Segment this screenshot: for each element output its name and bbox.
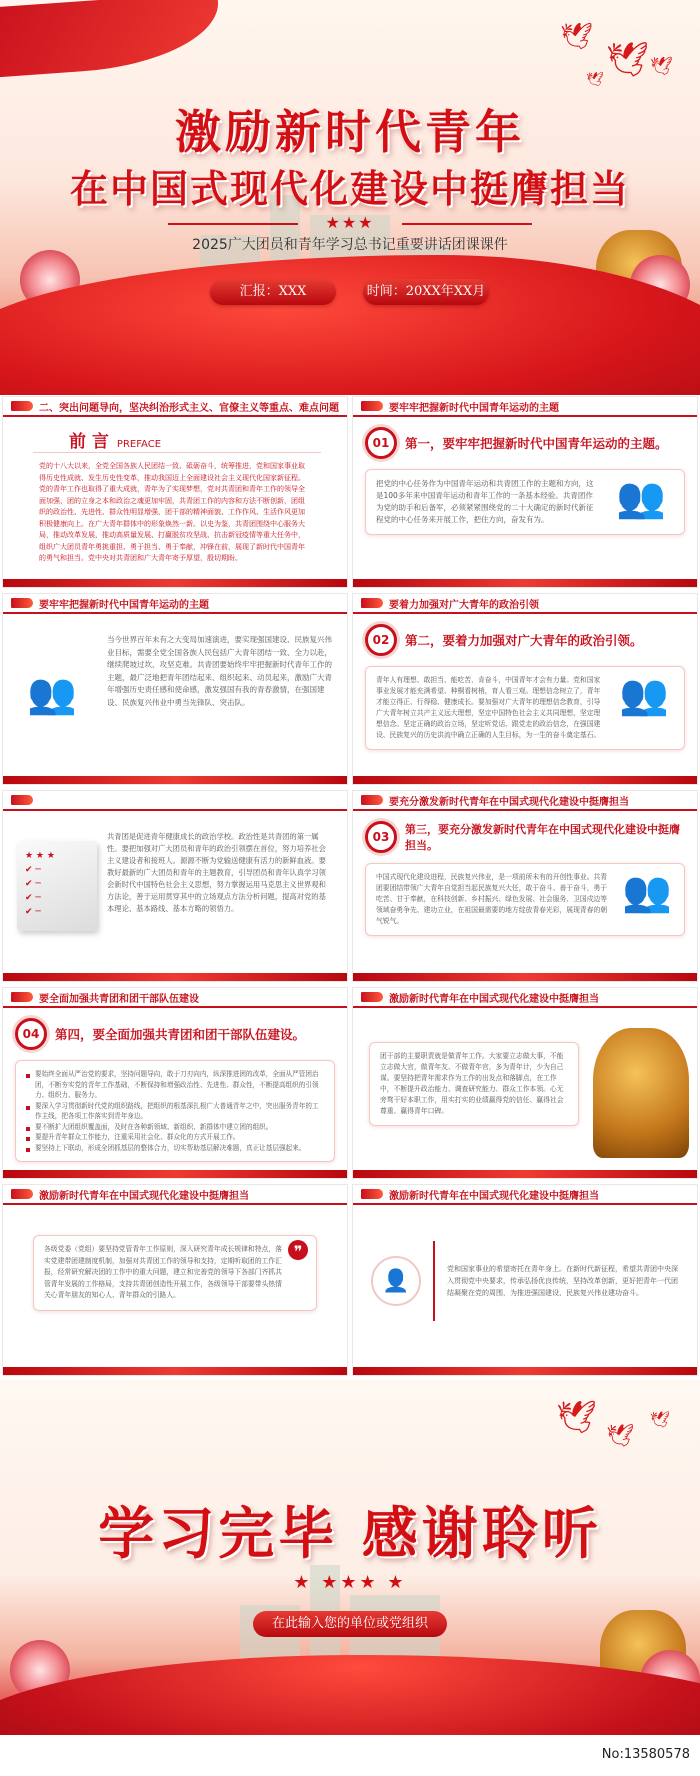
number-badge: 04 [15, 1018, 47, 1050]
header-marker-icon [11, 401, 33, 411]
vertical-divider [433, 1241, 435, 1321]
content-card [365, 863, 685, 936]
slide-header-text: 激励新时代青年在中国式现代化建设中挺膺担当 [389, 993, 599, 1005]
content-card [365, 666, 685, 750]
slide-header [3, 1185, 347, 1205]
point-heading [353, 614, 697, 660]
slide-header-text: 激励新时代青年在中国式现代化建设中挺膺担当 [39, 1190, 249, 1202]
slide-body: 当今世界百年未有之大变局加速演进，要实现强国建设、民族复兴伟业目标，需要全党全国各族人民包括广大青年团结一致、全力以赴，继续爬坡过坎、攻坚克难。共青团要始终牢牢把握新时代青年工作的主题，最广泛地把青年团结起来、组织起来、动员起来，激励广大青年增强历史责任感和使命感，激发强国有我的青春激情，在强国建设、民族复兴伟业中勇当先锋队、突击队。 [107, 635, 332, 707]
point-heading-text: 第三，要充分激发新时代青年在中国式现代化建设中挺膺担当。 [405, 823, 680, 852]
slide-header [353, 1185, 697, 1205]
slide-hope [352, 1184, 698, 1376]
card-body: 把党的中心任务作为中国青年运动和共青团工作的主题和方向，这是100多年来中国青年运动和青年工作的一条基本经验。共青团作为党的助手和后备军，必须紧紧围绕党的二十大确定的新时代新征程党的中心任务来开展工作，把住方向，奋发有为。 [376, 479, 594, 524]
number-badge: 01 [365, 427, 397, 459]
slide-header [353, 988, 697, 1008]
number-badge: 03 [365, 821, 397, 853]
header-marker-icon [11, 1189, 33, 1199]
slide-political-school [2, 790, 348, 982]
slide-header-text: 二、突出问题导向，坚决纠治形式主义、官僚主义等重点、难点问题 [39, 402, 339, 414]
cover-title-line1: 激励新时代青年 [175, 105, 525, 159]
red-wave-decoration [0, 1655, 700, 1735]
slide-body: 党和国家事业的希望寄托在青年身上。在新时代新征程，希望共青团中央深入贯彻党中央要求，传承弘扬优良传统，坚持改革创新，更好把青年一代团结凝聚在党的周围，为推进强国建设、民族复兴伟业建功奋斗。 [447, 1265, 678, 1297]
reporter-pill: 汇报：XXX [210, 279, 336, 305]
slide-footer-bar [3, 579, 347, 587]
point-heading-text: 第二，要着力加强对广大青年的政治引领。 [405, 633, 643, 648]
point-heading-text: 第四，要全面加强共青团和团干部队伍建设。 [55, 1027, 306, 1042]
unit-pill: 在此输入您的单位或党组织 [253, 1611, 447, 1637]
cover-title-line2: 在中国式现代化建设中挺膺担当 [69, 166, 630, 211]
header-marker-icon [11, 992, 33, 1002]
bird-icon: 🕊 [606, 40, 650, 80]
card-body: 各级党委（党组）要坚持党管青年工作原则，深入研究青年成长规律和特点，落实党建带团建制度机制，加强对共青团工作的领导和支持，定期听取团的工作汇报，经常研究解决团的工作中的重大问题，建立和完善党的领导下各部门齐抓共管青年发展的工作格局，支持共青团创造性开展工作，各级领导干部要带头热情关心青年朋友的知心人、青年群众的引路人。 [44, 1245, 282, 1299]
slide-header [353, 791, 697, 811]
preface-title: 前 言 [69, 432, 109, 452]
slide-footer-bar [353, 1367, 697, 1375]
slide-header-text: 要充分激发新时代青年在中国式现代化建设中挺膺担当 [389, 796, 629, 808]
preface-body: 党的十八大以来，全党全国各族人民团结一致、砥砺奋斗，统筹推进，党和国家事业取得历史性成就、发生历史性变革，推动我国迈上全面建设社会主义现代化国家新征程。党的青年工作也取得了重大成就，青年为了实现梦想，党对共青团和青年工作的领导全面加强，团的立身之本和政治之魂更加牢固，共青团工作的内容和方法不断创新，团组织的政治性、先进性、群众性明显增强，团干部的精神面貌、工作作风、生活作风更加积极健康向上。在广大青年群体中的形象焕然一新。以史为鉴，共青团围绕中心服务大局，推动改革发展，推动高质量发展、打赢脱贫攻坚战、抗击新冠疫情等重大任务中，组织广大团员青年勇挑重担、勇于担当、勇于奉献，冲锋在前，展现了新时代中国青年的勇气和担当。党中央对共青团和广大青年寄予厚望，殷切期盼。 [39, 462, 305, 562]
slide-footer-bar [353, 776, 697, 784]
bird-icon: 🕊 [560, 22, 594, 52]
point-heading [353, 811, 697, 857]
content-card [369, 1042, 579, 1126]
podium-icon: 👤 [371, 1256, 421, 1306]
slide-footer-bar [353, 579, 697, 587]
slide-footer-bar [3, 1367, 347, 1375]
slide-point-4 [2, 987, 348, 1179]
red-wave-decoration [0, 255, 700, 395]
point-heading-text: 第一，要牢牢把握新时代中国青年运动的主题。 [405, 436, 668, 451]
list-item: 要始终全面从严治党的要求，坚持问题导向，敢于刀刃向内，纵深推进团的改革，全面从严管团治团，不断夯实党的青年工作基础，不断保持和增强政治性、先进性、群众性，不断提高组织的引领力、组织力、服务力。 [26, 1069, 324, 1101]
list-item: 要深入学习贯彻新时代党的组织路线，把组织的根基深扎根广大普通青年之中，突出服务青年的工作主线，把各项工作落实到青年身边。 [26, 1101, 324, 1122]
cover-subtitle: 2025广大团员和青年学习总书记重要讲话团课课件 [192, 237, 508, 253]
slide-header [353, 594, 697, 614]
slide-cadre-duty [352, 987, 698, 1179]
image-id-text: No:13580578 [601, 1747, 690, 1762]
podium-icon: 👥 [616, 475, 666, 521]
bird-icon: 🕊 [586, 72, 604, 88]
slide-footer-bar [3, 973, 347, 981]
slide-header [353, 397, 697, 417]
slide-point-2 [352, 593, 698, 785]
header-marker-icon [11, 598, 33, 608]
card-body: 青年人有理想、敢担当、能吃苦、肯奋斗，中国青年才会有力量。党和国家事业发展才能充满希望、种桐看树梢，育人看三观。理想信念树立了，青年才能立得正、行得稳、健康成长。要加强对广大青年的理想信念教育，引导广大青年树立共产主义远大理想，坚定中国特色社会主义共同理想，坚定理想信念。坚定正确的政治立场，坚定听党话、跟党走的政治信念，在强国建设、民族复兴的历史洪流中确立正确的人生目标，为一生的奋斗奠定基石。 [376, 676, 601, 739]
list-item: 要不断扩大团组织覆盖面，及时在各种新领域、新组织、新群体中建立团的组织。 [26, 1122, 324, 1133]
header-marker-icon [11, 795, 33, 805]
bird-icon: 🕊 [606, 1424, 634, 1449]
slide-header-text: 要着力加强对广大青年的政治引领 [389, 599, 539, 611]
slide-point-1 [352, 396, 698, 588]
number-badge: 02 [365, 624, 397, 656]
podium-icon: 👥 [622, 869, 672, 915]
card-body: 团干部的主要职责就是做青年工作。大家要立志做大事，不能立志做大官，做青年友、不做青年官，多为青年计，少为自己谋。要坚持把青年需求作为工作的出发点和落脚点，在工作中，不断提升政治能力、调查研究能力、群众工作本领。心无旁骛干好本职工作，用实打实的业绩赢得党的信任、赢得社会尊重、赢得青年口碑。 [380, 1052, 564, 1115]
red-ribbon-decoration [0, 0, 222, 78]
document-checklist-icon: ★ ★ ★ ✔ ─ ✔ ─ ✔ ─ ✔ ─ [17, 841, 97, 931]
slide-point-3 [352, 790, 698, 982]
list-item: 要坚持上下联动，形成全团抓基层的整体合力，切实帮助基层解决难题，真正让基层强起来。 [26, 1143, 324, 1154]
bird-icon: 🕊 [650, 56, 673, 77]
podium-icon: 👥 [619, 672, 669, 718]
header-marker-icon [361, 795, 383, 805]
preface-title-en: PREFACE [116, 439, 162, 450]
slide-header-text: 要全面加强共青团和团干部队伍建设 [39, 993, 199, 1005]
header-marker-icon [361, 1189, 383, 1199]
slide-header [3, 988, 347, 1008]
cover-slide [0, 0, 700, 395]
content-card [15, 1060, 335, 1162]
content-card [33, 1235, 317, 1311]
slide-header [3, 397, 347, 417]
bird-icon: 🕊 [650, 1410, 671, 1429]
point-heading [353, 417, 697, 463]
slide-footer-bar [353, 1170, 697, 1178]
time-pill: 时间：20XX年XX月 [363, 279, 489, 305]
point-heading [3, 1008, 347, 1054]
bird-icon: 🕊 [556, 1398, 597, 1436]
header-marker-icon [361, 401, 383, 411]
people-icon: 👥 [27, 671, 77, 717]
content-card [365, 469, 685, 535]
slide-point-1-detail [2, 593, 348, 785]
lion-statue [593, 1028, 689, 1158]
slide-footer-bar [3, 1170, 347, 1178]
slide-header [3, 791, 347, 811]
slide-header [3, 594, 347, 614]
quote-icon: ❞ [288, 1240, 308, 1260]
list-item: 要提升青年群众工作能力，注重采用社会化、群众化的方式开展工作。 [26, 1132, 324, 1143]
slide-header-text: 激励新时代青年在中国式现代化建设中挺膺担当 [389, 1190, 599, 1202]
star-divider: ★ ★★★ ★ [293, 1572, 407, 1593]
slide-header-text: 要牢牢把握新时代中国青年运动的主题 [389, 402, 559, 414]
slide-footer-bar [353, 973, 697, 981]
star-divider: ★★★ [310, 213, 390, 232]
slide-body: 共青团是促进青年健康成长的政治学校。政治性是共青团的第一属性。要把加强对广大团员和青年的政治引领摆在首位，努力培养社会主义建设者和接班人。源源不断为党输送健康有活力的新鲜血液。要教好最新的广大团员和青年的主题教育，引导团员和青年认真学习领会新时代中国特色社会主义思想，努力掌握运用马克思主义世界观和方法论，善于运用贯穿其中的立场观点方法分析问题，提高对党的基本理论、基本路线、基本方略的领悟力。 [107, 832, 326, 913]
ending-title: 学习完毕 感谢聆听 [98, 1501, 602, 1567]
card-body: 中国式现代化建设进程，民族复兴伟业，是一项前所未有的开创性事业。共青团要团结带领广大青年自觉担当起民族复兴大任，敢于奋斗、善于奋斗，勇于吃苦、甘于奉献，在科技创新、乡村振兴、绿色发展、社会服务、卫国戍边等领域奋勇争先、建功立业，在祖国最需要的地方绽放青春光彩，展现青春的朝气锐气。 [376, 873, 608, 925]
header-marker-icon [361, 992, 383, 1002]
slide-header-text: 要牢牢把握新时代中国青年运动的主题 [39, 599, 209, 611]
slide-footer-bar [3, 776, 347, 784]
image-id-footer [0, 1735, 700, 1776]
slide-preface [2, 396, 348, 588]
header-marker-icon [361, 598, 383, 608]
slide-party-leadership [2, 1184, 348, 1376]
ending-slide [0, 1380, 700, 1735]
